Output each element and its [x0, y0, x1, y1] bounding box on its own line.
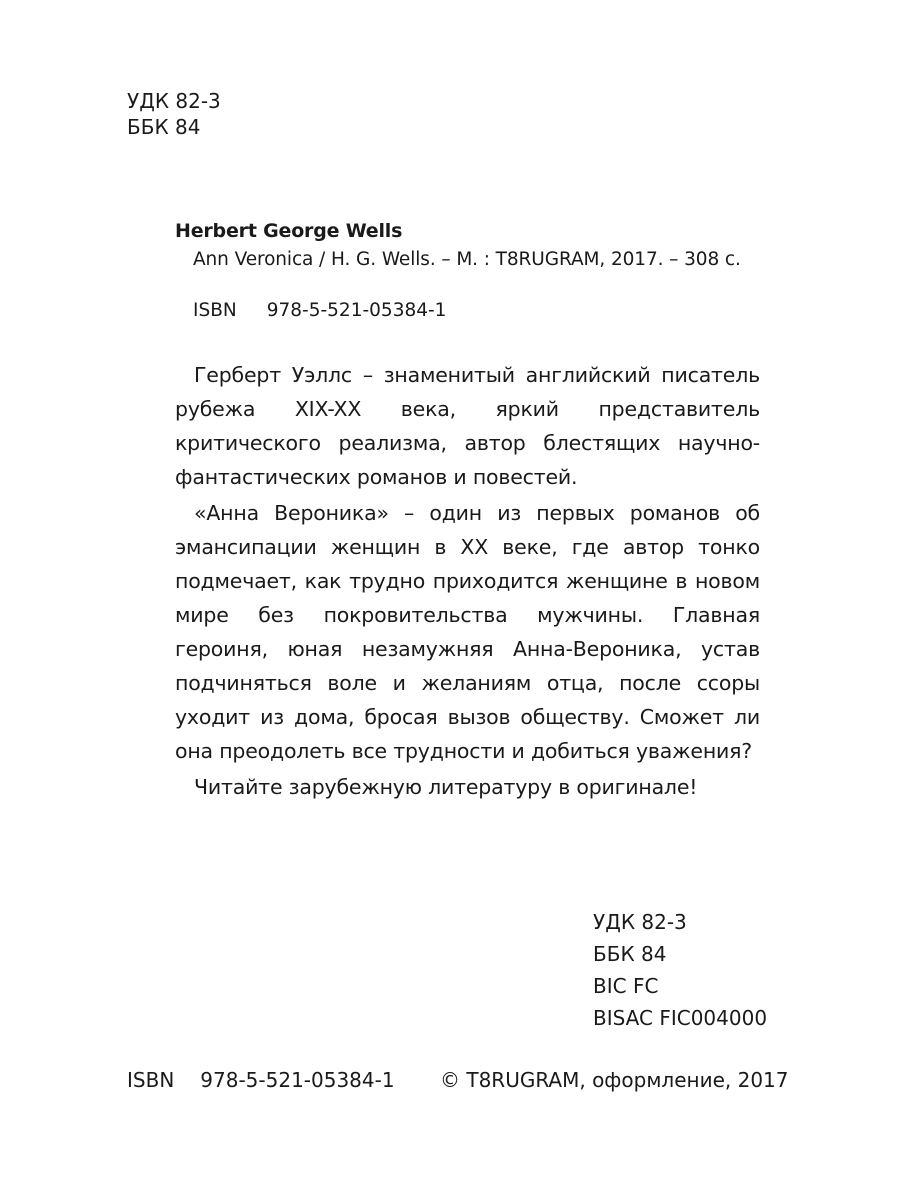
copyright-notice: © T8RUGRAM, оформление, 2017 — [440, 1068, 789, 1092]
annotation-paragraph: Герберт Уэллс – знаменитый английский писатель рубежа XIX-XX века, яркий представитель критического реализма, автор блестящих научно-фантастических романов и повестей. — [175, 363, 760, 489]
author-name: Herbert George Wells — [175, 220, 403, 242]
isbn-number: 978-5-521-05384-1 — [266, 300, 447, 321]
bbk-code: ББК 84 — [127, 115, 201, 139]
annotation-paragraph: Читайте зарубежную литературу в оригинале! — [194, 775, 698, 799]
annotation — [175, 358, 760, 806]
bisac-code: BISAC FIC004000 — [593, 1006, 768, 1030]
footer-isbn — [127, 1068, 395, 1092]
isbn-number: 978-5-521-05384-1 — [200, 1068, 395, 1092]
isbn-label: ISBN — [127, 1068, 175, 1092]
udk-code: УДК 82-3 — [593, 910, 687, 934]
bbk-code: ББК 84 — [593, 942, 667, 966]
isbn-line — [193, 300, 446, 321]
isbn-label: ISBN — [193, 300, 237, 321]
annotation-paragraph: «Анна Вероника» – один из первых романов об эмансипации женщин в XX веке, где автор тонко подмечает, как трудно приходится женщине в новом мире без покровительства мужчины. Главная героиня, юная незамужняя Анна-Вероника, устав подчиняться воле и желаниям отца, после ссоры уходит из дома, бросая вызов обществу. Сможет ли она преодолеть все трудности и добиться уважения? — [175, 501, 760, 763]
bibliographic-description: Ann Veronica / H. G. Wells. – M. : T8RUGRAM, 2017. – 308 с. — [193, 249, 741, 270]
classification-codes-bottom — [593, 906, 767, 1034]
bic-code: BIC FC — [593, 974, 659, 998]
udk-code: УДК 82-3 — [127, 89, 221, 113]
classification-codes-top — [127, 88, 221, 140]
